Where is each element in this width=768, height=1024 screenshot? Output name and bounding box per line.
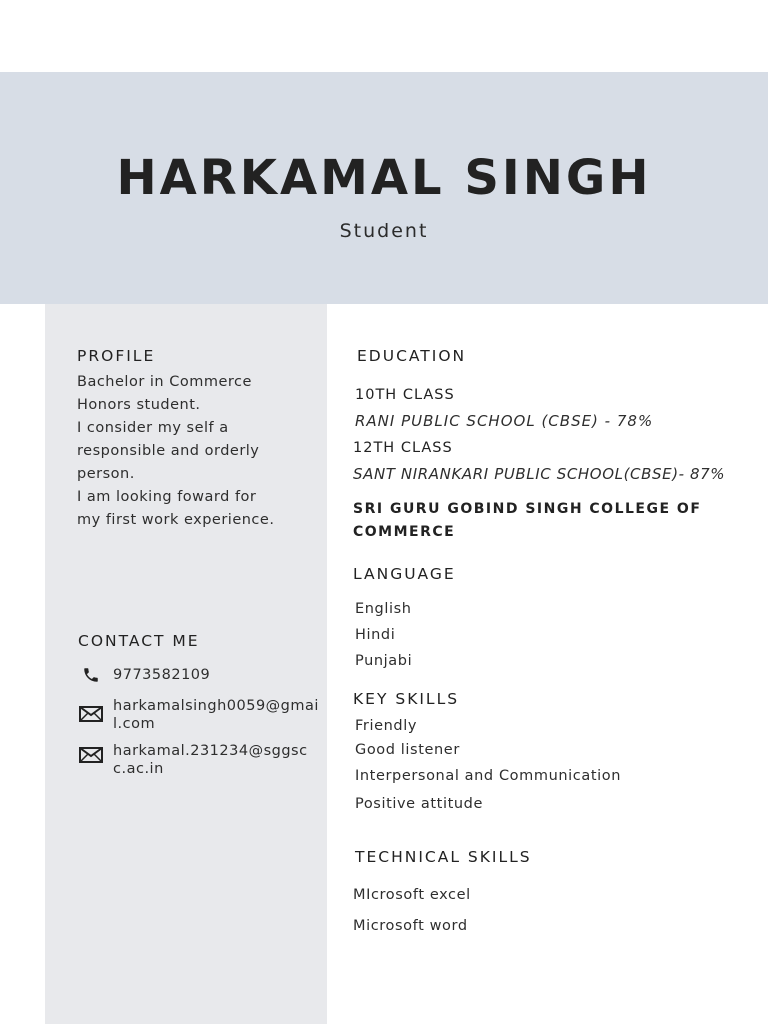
- contact-phone-row: [78, 666, 321, 684]
- education-college: SRI GURU GOBIND SINGH COLLEGE OF COMMERCE: [353, 501, 702, 540]
- technical-skills-heading: TECHNICAL SKILLS: [355, 848, 532, 866]
- mail-icon: [78, 705, 104, 723]
- profile-text: [77, 371, 307, 532]
- language-item: Punjabi: [355, 653, 413, 669]
- key-skill-item: Positive attitude: [355, 796, 483, 812]
- mail-icon: [78, 746, 104, 764]
- contact-email[interactable]: harkamalsingh0059@gmail.com: [113, 698, 319, 732]
- profile-line: Honors student.: [77, 397, 201, 413]
- technical-skill-item: MIcrosoft excel: [353, 887, 471, 903]
- language-item: Hindi: [355, 627, 396, 643]
- education-class12: 12TH CLASS: [353, 440, 453, 456]
- key-skills-heading: KEY SKILLS: [353, 690, 460, 708]
- language-item: English: [355, 601, 412, 617]
- resume-name: HARKAMAL SINGH: [116, 150, 652, 206]
- contact-phone[interactable]: 9773582109: [113, 667, 211, 683]
- profile-line: I consider my self a: [77, 420, 229, 436]
- education-heading: EDUCATION: [357, 347, 467, 365]
- education-class10: 10TH CLASS: [355, 387, 455, 403]
- key-skill-item: Friendly: [355, 718, 417, 734]
- profile-line: I am looking foward for: [77, 489, 257, 505]
- profile-line: my first work experience.: [77, 512, 275, 528]
- key-skill-item: Interpersonal and Communication: [355, 768, 622, 784]
- education-school10: RANI PUBLIC SCHOOL (CBSE) - 78%: [355, 412, 654, 430]
- contact-email[interactable]: harkamal.231234@sggscc.ac.in: [113, 743, 308, 777]
- resume-role: Student: [339, 220, 429, 242]
- technical-skill-item: Microsoft word: [353, 918, 468, 934]
- contact-heading: CONTACT ME: [78, 632, 200, 650]
- profile-line: responsible and orderly: [77, 443, 260, 459]
- profile-heading: PROFILE: [77, 347, 156, 365]
- phone-icon: [78, 666, 104, 684]
- language-heading: LANGUAGE: [353, 565, 456, 583]
- profile-line: person.: [77, 466, 135, 482]
- education-school12: SANT NIRANKARI PUBLIC SCHOOL(CBSE)- 87%: [353, 465, 726, 483]
- contact-email-row: [78, 742, 321, 778]
- profile-line: Bachelor in Commerce: [77, 374, 252, 390]
- contact-email-row: [78, 697, 321, 733]
- key-skill-item: Good listener: [355, 742, 460, 758]
